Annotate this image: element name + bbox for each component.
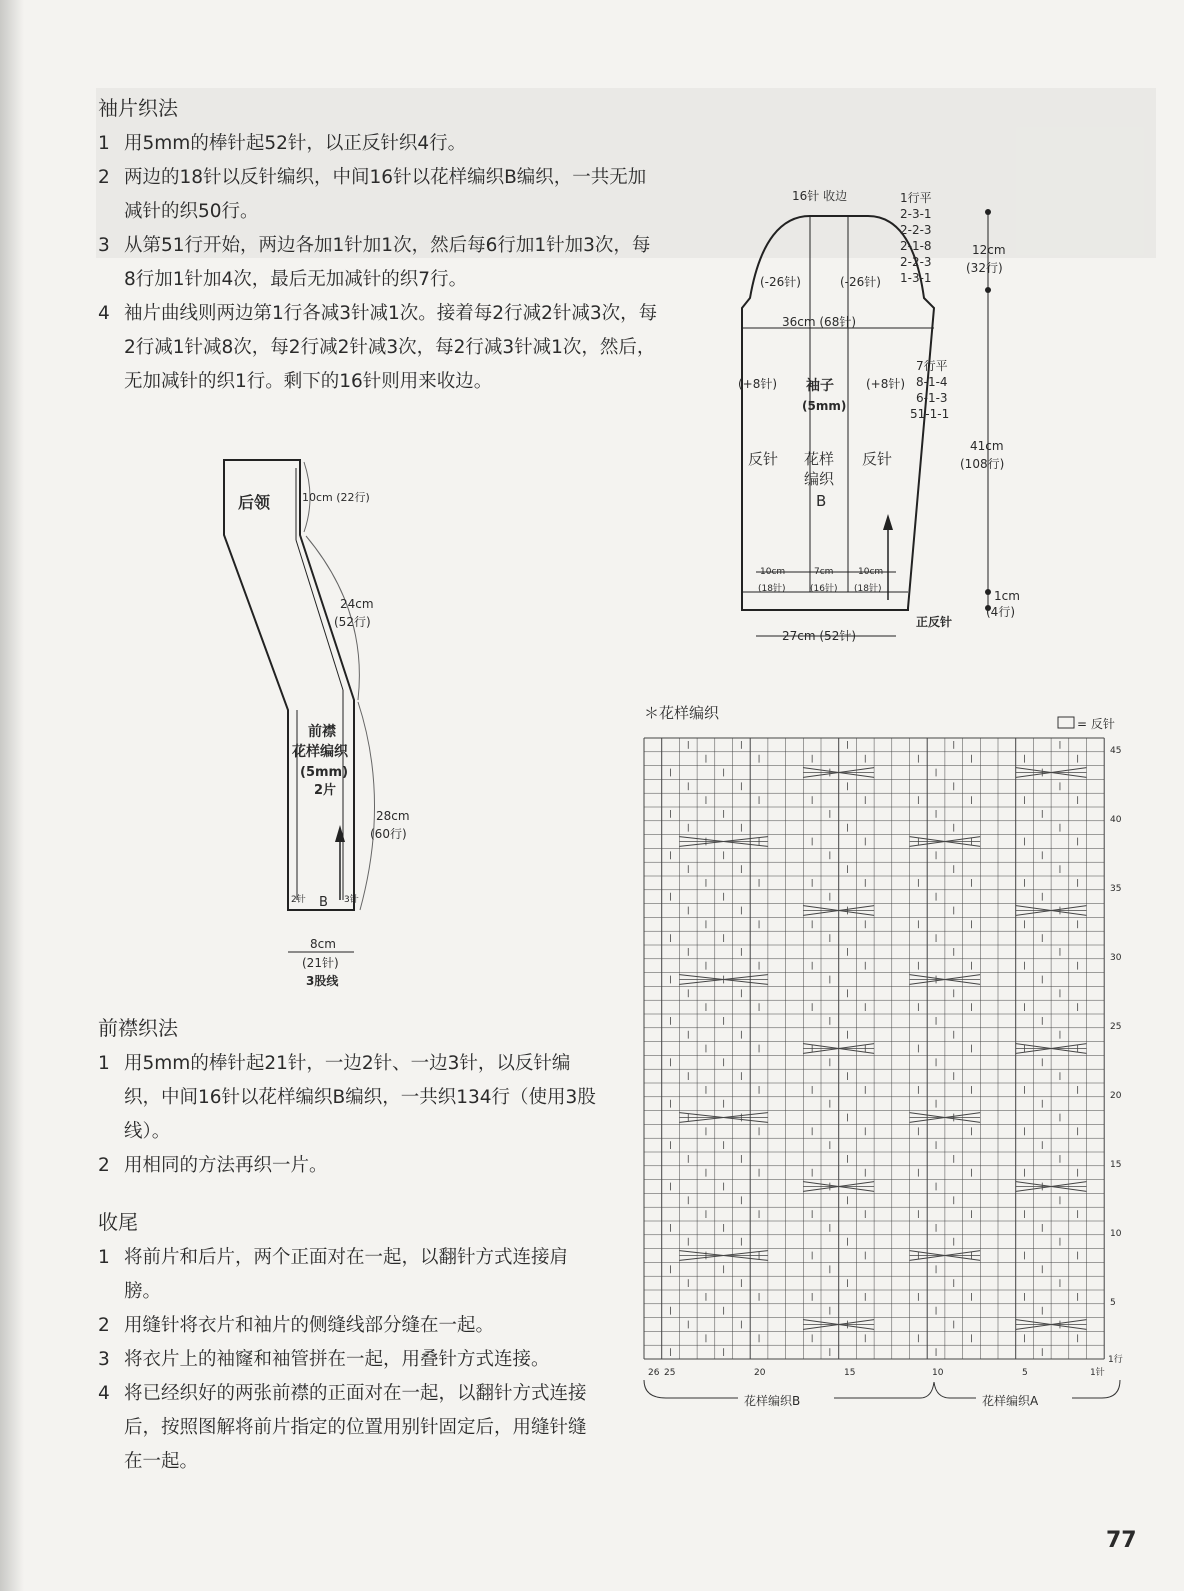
step-text: 从第51行开始，两边各加1针加1次，然后每6行加1针加3次，每8行加1针加4次，最后无加减针的织7行。 bbox=[124, 235, 651, 290]
section-label: (18针) bbox=[758, 584, 786, 594]
placket-method-section bbox=[98, 1012, 598, 1183]
section-label: 10cm bbox=[858, 567, 884, 577]
col-label: 10 bbox=[932, 1368, 944, 1378]
step-number: 2 bbox=[98, 1155, 110, 1176]
step bbox=[98, 1309, 598, 1343]
shaping-line: 1行平 bbox=[900, 191, 932, 205]
segment-label: (52行) bbox=[334, 615, 371, 629]
segment-label: 24cm bbox=[340, 597, 374, 611]
shaping-line: 2-2-3 bbox=[900, 223, 932, 237]
row-label: 5 bbox=[1110, 1298, 1116, 1308]
stitch-chart bbox=[640, 700, 1140, 1430]
row-label: 10 bbox=[1110, 1229, 1122, 1239]
placket-name: 花样编织 bbox=[292, 744, 348, 760]
step-text: 两边的18针以反针编织，中间16针以花样编织B编织，一共无加减针的织50行。 bbox=[124, 167, 647, 222]
step-text: 用相同的方法再织一片。 bbox=[124, 1155, 328, 1176]
step-number: 1 bbox=[98, 1247, 110, 1268]
cap-height: (32行) bbox=[966, 261, 1003, 275]
step-number: 3 bbox=[98, 235, 110, 256]
legend-swatch bbox=[1058, 717, 1074, 728]
back-collar-label: 后领 bbox=[238, 493, 271, 512]
segment-label: (60行) bbox=[370, 827, 407, 841]
step bbox=[98, 127, 658, 161]
sleeve-diagram bbox=[720, 180, 1050, 650]
pattern-label: 花样 bbox=[804, 450, 835, 468]
pattern-label: 编织 bbox=[804, 470, 835, 488]
increase-line: 7行平 bbox=[916, 359, 948, 373]
rib-height: (4行) bbox=[986, 605, 1015, 619]
page-number: 77 bbox=[1106, 1528, 1137, 1553]
decrease-label: (-26针) bbox=[840, 275, 881, 289]
increase-line: 8-1-4 bbox=[916, 375, 948, 389]
body-height: 41cm bbox=[970, 439, 1004, 453]
increase-label: (+8针) bbox=[738, 377, 778, 391]
step-text: 将前片和后片，两个正面对在一起，以翻针方式连接肩膀。 bbox=[124, 1247, 569, 1302]
dimension-dot bbox=[985, 589, 991, 595]
row-label: 15 bbox=[1110, 1160, 1122, 1170]
section-title: 袖片织法 bbox=[98, 96, 178, 120]
step-text: 用5mm的棒针起21针，一边2针、一边3针，以反针编织，中间16针以花样编织B编织，一共织134行（使用3股线）。 bbox=[124, 1053, 596, 1142]
col-label: 15 bbox=[844, 1368, 856, 1378]
section-label: 10cm bbox=[760, 567, 786, 577]
shaping-line: 2-3-1 bbox=[900, 207, 932, 221]
dimension-dot bbox=[985, 209, 991, 215]
bracket-label: 花样编织A bbox=[982, 1394, 1039, 1408]
row-label: 1行 bbox=[1108, 1355, 1123, 1365]
col-label: 26 bbox=[648, 1368, 660, 1378]
cap-height: 12cm bbox=[972, 243, 1006, 257]
step-number: 4 bbox=[98, 303, 110, 324]
step-text: 用缝针将衣片和袖片的侧缝线部分缝在一起。 bbox=[124, 1315, 495, 1336]
shaping-line: 2-2-3 bbox=[900, 255, 932, 269]
step bbox=[98, 229, 658, 297]
step-number: 1 bbox=[98, 133, 110, 154]
step-text: 将衣片上的袖窿和袖管拼在一起，用叠针方式连接。 bbox=[124, 1349, 550, 1370]
yarn-label: 3股线 bbox=[306, 974, 339, 988]
step-number: 4 bbox=[98, 1383, 110, 1404]
section-title: 收尾 bbox=[98, 1210, 138, 1234]
chart-title: ＊花样编织 bbox=[644, 704, 720, 722]
arrow-head-icon bbox=[883, 514, 893, 530]
sleeve-method-section bbox=[98, 92, 658, 399]
dimension-arc bbox=[358, 702, 375, 910]
step bbox=[98, 1241, 598, 1309]
step bbox=[98, 1343, 598, 1377]
width-label: 8cm bbox=[310, 937, 336, 951]
row-label: 40 bbox=[1110, 815, 1122, 825]
col-label: 5 bbox=[1022, 1368, 1028, 1378]
placket-count: 2片 bbox=[314, 783, 337, 798]
row-label: 20 bbox=[1110, 1091, 1122, 1101]
chart-legend: = 反针 bbox=[1077, 717, 1115, 731]
step-text: 用5mm的棒针起52针，以正反针织4行。 bbox=[124, 133, 467, 154]
page-edge-shadow bbox=[0, 0, 24, 1591]
step-number: 3 bbox=[98, 1349, 110, 1370]
step-number: 2 bbox=[98, 1315, 110, 1336]
rib-label: 正反针 bbox=[916, 615, 953, 629]
row-label: 45 bbox=[1110, 746, 1122, 756]
width-label: (21针) bbox=[302, 956, 339, 970]
section-label: (18针) bbox=[854, 584, 882, 594]
placket-needle: (5mm) bbox=[300, 765, 349, 780]
step-number: 1 bbox=[98, 1053, 110, 1074]
segment-label: 10cm (22行) bbox=[302, 491, 370, 504]
pattern-label: B bbox=[319, 895, 328, 910]
segment-label: 28cm bbox=[376, 809, 410, 823]
bottom-width: 27cm (52针) bbox=[782, 629, 857, 643]
body-height: (108行) bbox=[960, 457, 1005, 471]
step bbox=[98, 297, 658, 399]
placket-diagram bbox=[200, 440, 440, 1000]
bracket-label: 花样编织B bbox=[744, 1394, 801, 1408]
placket-name: 前襟 bbox=[308, 724, 336, 740]
col-label: 1针 bbox=[1090, 1368, 1105, 1378]
shaping-line: 1-3-1 bbox=[900, 271, 932, 285]
shaping-line: 2-1-8 bbox=[900, 239, 932, 253]
reverse-stitch-label: 反针 bbox=[748, 450, 779, 468]
stitch-label: 3针 bbox=[344, 895, 359, 905]
sleeve-name: 袖子 bbox=[806, 378, 834, 394]
top-label: 16针 收边 bbox=[792, 189, 848, 203]
placket-outline bbox=[224, 460, 354, 910]
step-text: 将已经织好的两张前襟的正面对在一起，以翻针方式连接后，按照图解将前片指定的位置用别针固定后，用缝针缝在一起。 bbox=[124, 1383, 587, 1472]
increase-line: 51-1-1 bbox=[910, 407, 950, 421]
reverse-stitch-label: 反针 bbox=[862, 450, 893, 468]
row-label: 30 bbox=[1110, 953, 1122, 963]
step bbox=[98, 1377, 598, 1479]
step bbox=[98, 1149, 598, 1183]
row-label: 35 bbox=[1110, 884, 1122, 894]
row-label: 25 bbox=[1110, 1022, 1122, 1032]
section-label: (16针) bbox=[810, 584, 838, 594]
finishing-section bbox=[98, 1206, 598, 1479]
rib-height: 1cm bbox=[994, 589, 1020, 603]
section-label: 7cm bbox=[814, 567, 834, 577]
col-label: 20 bbox=[754, 1368, 766, 1378]
dimension-dot bbox=[985, 287, 991, 293]
stitch-label: 2针 bbox=[291, 895, 306, 905]
col-label: 25 bbox=[664, 1368, 676, 1378]
decrease-label: (-26针) bbox=[760, 275, 801, 289]
section-title: 前襟织法 bbox=[98, 1016, 178, 1040]
step bbox=[98, 161, 658, 229]
step-text: 袖片曲线则两边第1行各减3针减1次。接着每2行减2针减3次，每2行减1针减8次，每2行减2针减3次，每2行减3针减1次，然后，无加减针的织1行。剩下的16针则用来收边。 bbox=[124, 303, 658, 392]
chart-stitches bbox=[671, 741, 1087, 1356]
upper-width: 36cm (68针) bbox=[782, 315, 857, 329]
sleeve-needle: (5mm) bbox=[802, 399, 847, 413]
step bbox=[98, 1047, 598, 1149]
increase-label: (+8针) bbox=[866, 377, 906, 391]
increase-line: 6-1-3 bbox=[916, 391, 948, 405]
step-number: 2 bbox=[98, 167, 110, 188]
pattern-label: B bbox=[816, 492, 827, 510]
